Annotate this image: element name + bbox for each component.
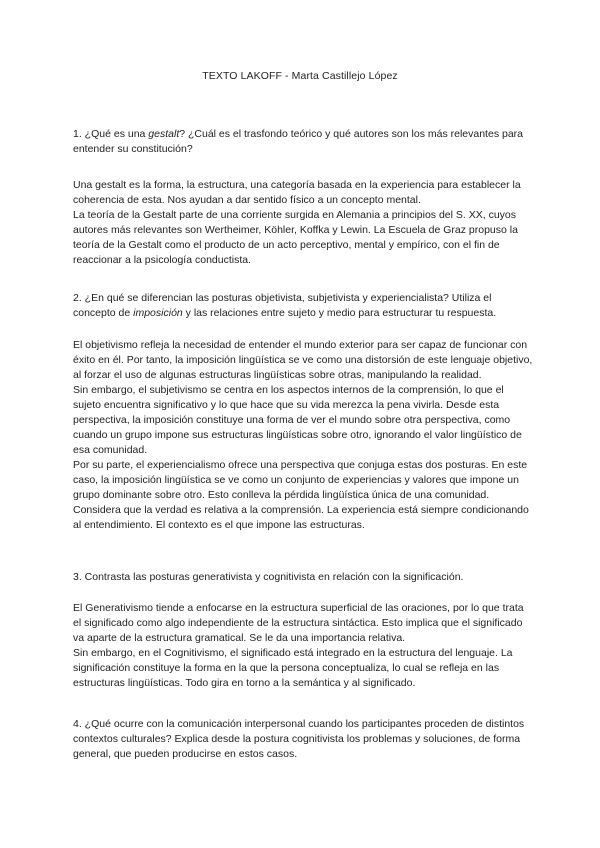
answer-2-paragraph: Sin embargo, el subjetivismo se centra en los aspectos internos de la comprensión, lo que el sujeto encuentra significativo y lo que hace que su vida merezca la pena vivirla. Desde esta perspectiva, la imposición constituye una forma de ver el mundo sobre otra perspectiva, como cuando un grupo impone sus estructuras lingüísticas sobre otro, ignorando el valor lingüístico de esa comunidad. bbox=[73, 384, 522, 456]
question-1-term: gestalt bbox=[148, 128, 180, 140]
answer-1-paragraph: La teoría de la Gestalt parte de una corriente surgida en Alemania a principios del S. XX, cuyos autores más relevantes son Wertheimer, Köhler, Koffka y Lewin. La Escuela de Graz propuso la teoría de la Gestalt como el producto de un acto perceptivo, mental y empírico, con el fin de reaccionar a la psicología conductista. bbox=[73, 209, 518, 266]
answer-2-paragraph: Por su parte, el experiencialismo ofrece una perspectiva que conjuga estas dos posturas. En este caso, la imposición lingüística se ve como un conjunto de experiencias y valores que impone un grupo dominante sobre otro. Esto conlleva la pérdida lingüística única de una comunidad. Considera que la verdad es relativa a la comprensión. La experiencia está siempre condicionando al entendimiento. El contexto es el que impone las estructuras. bbox=[73, 459, 529, 531]
question-3-text: 3. Contrasta las posturas generativista y cognitivista en relación con la significación. bbox=[73, 571, 464, 583]
answer-1-paragraph: Una gestalt es la forma, la estructura, una categoría basada en la experiencia para establecer la coherencia de esta. Nos ayudan a dar sentido físico a un concepto mental. bbox=[73, 179, 521, 206]
question-1-pre: 1. ¿Qué es una bbox=[73, 128, 149, 140]
question-4 bbox=[73, 717, 533, 762]
answer-3 bbox=[73, 601, 533, 691]
question-3 bbox=[73, 570, 533, 585]
question-1-text bbox=[73, 127, 533, 157]
document-title: TEXTO LAKOFF - Marta Castillejo López bbox=[202, 70, 398, 82]
question-2-pre: 2. ¿En qué se diferencian las posturas objetivista, subjetivista y experiencialista? Utiliza el concepto de bbox=[73, 292, 492, 319]
question-4-text: 4. ¿Qué ocurre con la comunicación interpersonal cuando los participantes proceden de distintos contextos culturales? Explica desde la postura cognitivista los problemas y soluciones, de forma general, que pueden producirse en estos casos. bbox=[73, 718, 525, 760]
question-2-post: y las relaciones entre sujeto y medio para estructurar tu respuesta. bbox=[182, 307, 497, 319]
question-1 bbox=[73, 127, 533, 157]
answer-3-paragraph: Sin embargo, en el Cognitivismo, el significado está integrado en la estructura del lenguaje. La significación constituye la forma en la que la persona conceptualiza, lo cual se refleja en las estructuras lingüísticas. Todo gira en torno a la semántica y al significado. bbox=[73, 647, 513, 689]
question-1-post: ? ¿Cuál es el trasfondo teórico y qué autores son los más relevantes para entender su constitución? bbox=[73, 128, 524, 155]
question-2-term: imposición bbox=[133, 307, 183, 319]
answer-1 bbox=[73, 178, 533, 268]
question-2 bbox=[73, 291, 533, 321]
answer-2-paragraph: El objetivismo refleja la necesidad de entender el mundo exterior para ser capaz de funcionar con éxito en él. Por tanto, la imposición lingüística se ve como una distorsión de este lenguaje objetivo, al forzar el uso de algunas estructuras lingüísticas sobre otras, manipulando la realidad. bbox=[73, 339, 533, 381]
question-2-text bbox=[73, 291, 533, 321]
answer-2 bbox=[73, 338, 533, 533]
answer-3-paragraph: El Generativismo tiende a enfocarse en la estructura superficial de las oraciones, por lo que trata el significado como algo independiente de la estructura sintáctica. Esto implica que el significado va aparte de la estructura gramatical. Se le da una importancia relativa. bbox=[73, 602, 524, 644]
